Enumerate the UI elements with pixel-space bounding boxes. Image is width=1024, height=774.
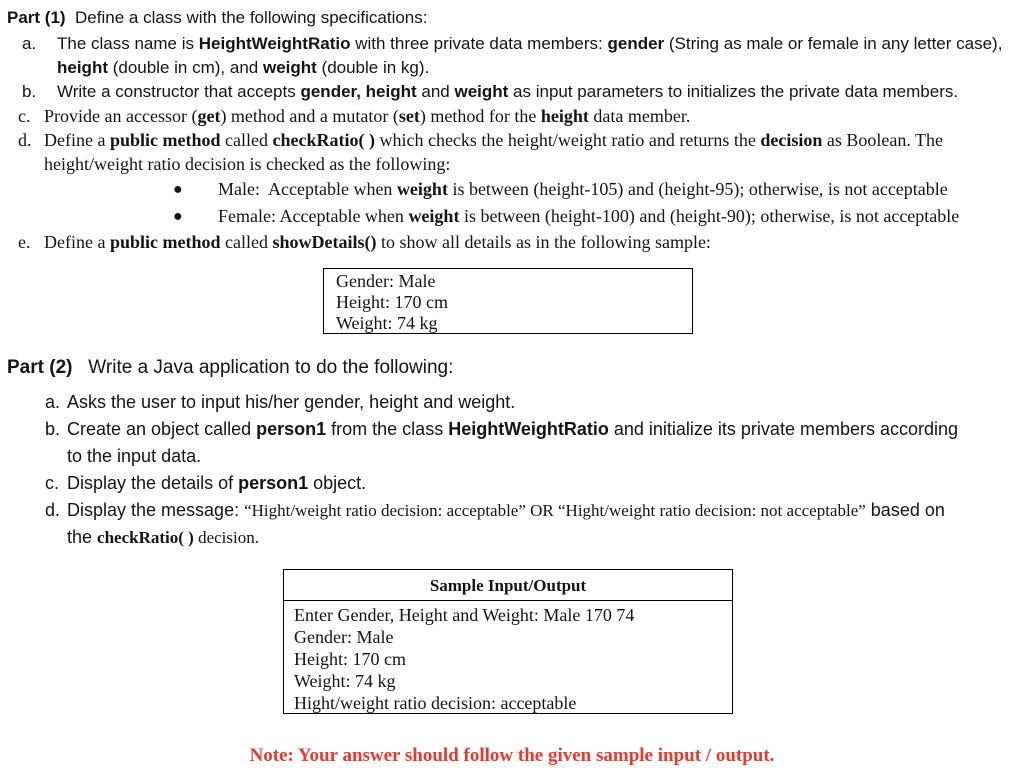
item-marker: c. — [45, 473, 60, 493]
item-marker: c. — [18, 106, 31, 126]
part2-item-c — [0, 470, 1024, 497]
item-marker: a. — [22, 34, 37, 53]
io-box-body — [284, 601, 732, 713]
item-marker: e. — [18, 232, 31, 252]
box-line: Height: 170 cm — [336, 292, 448, 312]
part1-item-e — [0, 230, 1024, 254]
box-line: Weight: 74 kg — [336, 313, 438, 333]
item-marker: b. — [22, 82, 37, 101]
sample-io-box — [283, 569, 733, 714]
part1-item-a — [0, 32, 1024, 80]
io-box-line: Weight: 74 kg — [294, 671, 396, 691]
part1-item-c — [0, 104, 1024, 128]
bullet-icon: ● — [173, 181, 183, 198]
part2-item-b — [0, 416, 1024, 470]
io-box-line: Enter Gender, Height and Weight: Male 170 74 — [294, 605, 635, 625]
bullet-item-male — [0, 176, 1024, 203]
io-box-line: Gender: Male — [294, 627, 394, 647]
item-text: Write a constructor that accepts gender, height and weight as input parameters to initializes the private data members. — [57, 82, 959, 101]
part1-item-d — [0, 128, 1024, 176]
item-marker: d. — [45, 500, 61, 520]
bullet-item-female — [0, 203, 1024, 230]
bullet-text: Male: Acceptable when weight is between (height-105) and (height-95); otherwise, is not acceptable — [218, 179, 948, 199]
item-text: Define a public method called showDetails() to show all details as in the following sample: — [44, 232, 711, 252]
item-text: Display the message: “Hight/weight ratio decision: acceptable” OR “Hight/weight ratio decision: not acceptable” based on the checkRatio( ) decision. — [67, 500, 950, 547]
item-text: The class name is HeightWeightRatio with three private data members: gender (String as male or female in any letter case), height (double in cm), and weight (double in kg). — [57, 34, 1008, 77]
io-box-line: Hight/weight ratio decision: acceptable — [294, 693, 577, 713]
bullet-text: Female: Acceptable when weight is between (height-100) and (height-90); otherwise, is not acceptable — [218, 206, 960, 226]
part1-heading: Part (1) Define a class with the following specifications: — [7, 8, 428, 27]
item-text: Asks the user to input his/her gender, height and weight. — [67, 392, 516, 412]
box-line: Gender: Male — [336, 271, 436, 291]
bullet-icon: ● — [173, 208, 183, 225]
part2-item-a — [0, 389, 1024, 416]
part1-item-b — [0, 80, 1024, 104]
item-marker: d. — [18, 130, 32, 150]
io-box-line: Height: 170 cm — [294, 649, 406, 669]
item-text: Display the details of person1 object. — [67, 473, 367, 493]
part2-heading: Part (2) Write a Java application to do the following: — [7, 357, 454, 378]
io-box-header: Sample Input/Output — [284, 570, 732, 601]
item-text: Define a public method called checkRatio( ) which checks the height/weight ratio and returns the decision as Boolean. The height/weight ratio decision is checked as the following: — [44, 130, 948, 174]
part2-item-d — [0, 497, 1024, 551]
note-text: Note: Your answer should follow the given sample input / output. — [249, 745, 775, 766]
item-text: Create an object called person1 from the class HeightWeightRatio and initialize its private members according to the input data. — [67, 419, 964, 466]
item-marker: b. — [45, 419, 61, 439]
item-text: Provide an accessor (get) method and a mutator (set) method for the height data member. — [44, 106, 691, 126]
sample-details-box — [323, 268, 693, 334]
item-marker: a. — [45, 392, 61, 412]
